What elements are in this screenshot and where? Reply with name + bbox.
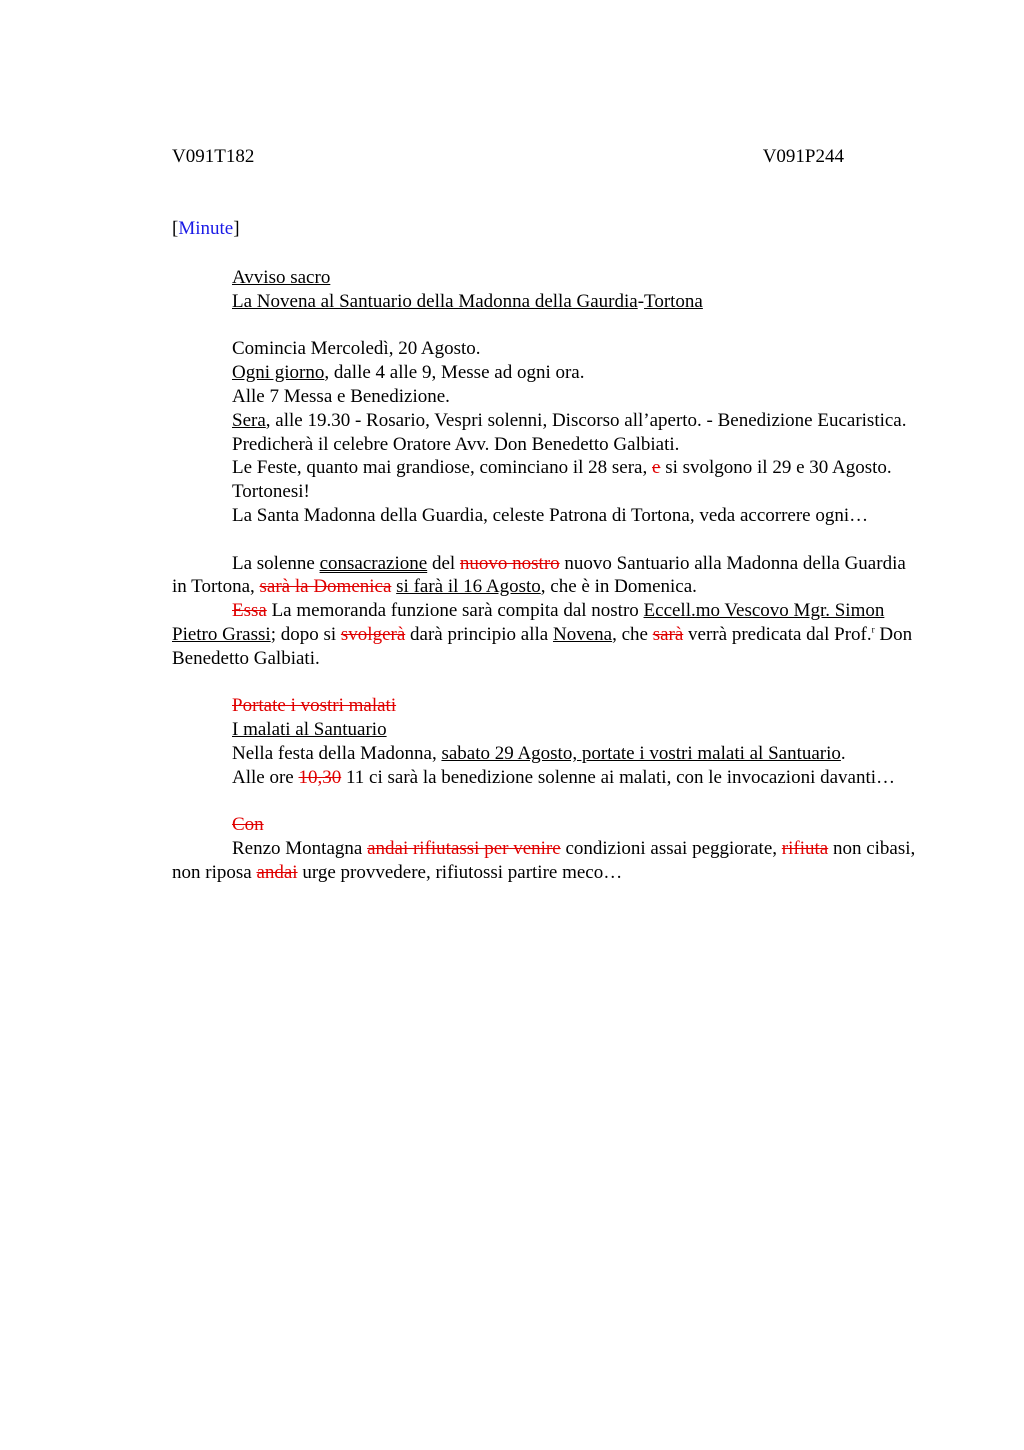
page-header xyxy=(172,146,844,170)
spacer xyxy=(172,790,924,814)
paragraph: Alle 7 Messa e Benedizione. xyxy=(232,385,450,407)
minute-tag: [Minute] xyxy=(172,218,240,239)
deleted-title: Portate i vostri malati xyxy=(232,695,397,717)
document-body xyxy=(172,266,924,885)
paragraph: Ogni giorno, dalle 4 alle 9, Messe ad ogni ora. xyxy=(232,362,585,384)
document-reference-left: V091T182 xyxy=(172,146,255,167)
paragraph: Alle ore 10,30 11 ci sarà la benedizione solenne ai malati, con le invocazioni davanti… xyxy=(232,766,896,788)
paragraph: La Santa Madonna della Guardia, celeste Patrona di Tortona, veda accorrere ogni… xyxy=(232,504,869,526)
paragraph: Comincia Mercoledì, 20 Agosto. xyxy=(232,338,481,360)
spacer xyxy=(172,671,924,695)
paragraph: Sera, alle 19.30 - Rosario, Vespri solenni, Discorso all’aperto. - Benedizione Eucaristica. xyxy=(232,409,907,431)
deleted-text: Essa xyxy=(232,600,267,622)
deleted-text: sarà xyxy=(652,623,684,645)
paragraph: Predicherà il celebre Oratore Avv. Don Benedetto Galbiati. xyxy=(232,433,680,455)
minute-link[interactable]: Minute xyxy=(178,218,234,239)
deleted-text: 10,30 xyxy=(298,766,342,788)
paragraph: Nella festa della Madonna, sabato 29 Agosto, portate i vostri malati al Santuario. xyxy=(232,742,846,764)
title-malati: I malati al Santuario xyxy=(232,719,387,741)
paragraph: Le Feste, quanto mai grandiose, cominciano il 28 sera, e si svolgono il 29 e 30 Agosto. xyxy=(232,457,892,479)
paragraph: Renzo Montagna andai rifiutassi per venire condizioni assai peggiorate, rifiuta non cibasi, non riposa andai urge provvedere, rifiutossi partire meco… xyxy=(172,838,916,883)
double-underlined-text: consacrazione xyxy=(319,552,428,574)
deleted-text: andai rifiutassi per venire xyxy=(367,838,561,860)
deleted-text: nuovo nostro xyxy=(459,552,560,574)
deleted-text: svolgerà xyxy=(340,623,406,645)
spacer xyxy=(172,314,924,338)
paragraph: La solenne consacrazione del nuovo nostro nuovo Santuario alla Madonna della Guardia in Tortona, sarà la Domenica si farà il 16 Agosto, che è in Domenica. xyxy=(172,552,906,598)
deleted-title: Con xyxy=(232,814,264,836)
paragraph: Tortonesi! xyxy=(232,481,310,503)
paragraph: Essa La memoranda funzione sarà compita dal nostro Eccell.mo Vescovo Mgr. Simon Pietro Grassi; dopo si svolgerà darà principio alla Novena, che sarà verrà predicata dal Prof.$^r$ Don Benedetto Galbiati. xyxy=(172,600,913,669)
deleted-text: e xyxy=(652,457,661,479)
deleted-text: sarà la Domenica xyxy=(259,576,392,598)
deleted-text: andai xyxy=(256,861,298,883)
title-avviso-sacro: Avviso sacro xyxy=(232,267,331,288)
spacer xyxy=(172,528,924,552)
document-reference-right: V091P244 xyxy=(762,146,844,167)
deleted-text: rifiuta xyxy=(781,838,829,860)
title-novena: La Novena al Santuario della Madonna della Gaurdia-Tortona xyxy=(232,290,703,312)
